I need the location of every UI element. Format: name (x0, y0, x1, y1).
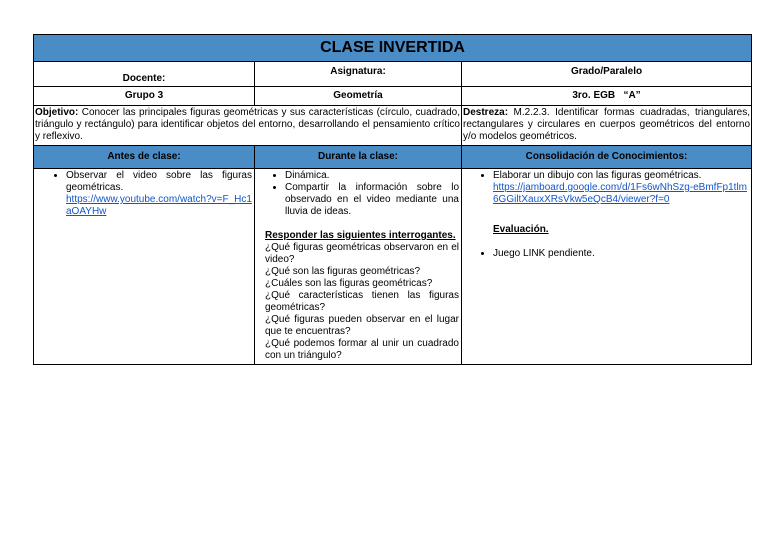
page-title: CLASE INVERTIDA (34, 35, 752, 62)
destreza-text: M.2.2.3. Identificar formas cuadradas, triangulares, rectangulares y circulares en cuerpos geométricos del entorno y/o modelos geométricos. (463, 107, 751, 142)
antes-item-text: Observar el video sobre las figuras geométricas. (66, 170, 252, 193)
objetivo-text: Conocer las principales figuras geométricas y sus características (círculo, cuadrado, triángulo y rectángulo) para identificar objetos del entorno, desarrollando el pensamiento crítico y reflexivo. (35, 107, 460, 142)
objetivo-cell (34, 106, 462, 146)
asignatura-value: Geometría (255, 87, 462, 106)
durante-item-dinamica: • Dinámica. (285, 170, 459, 182)
evaluacion-item: • Juego LINK pendiente. (493, 248, 747, 260)
consolidacion-item-text: Elaborar un dibujo con las figuras geométricas. (493, 170, 702, 181)
grupo-value: Grupo 3 (34, 87, 255, 106)
pregunta-2: ¿Qué son las figuras geométricas? (265, 266, 421, 277)
pregunta-1: ¿Qué figuras geométricas observaron en el video? (265, 242, 459, 265)
youtube-link[interactable]: https://www.youtube.com/watch?v=F_Hc1aOAYHw (66, 194, 252, 217)
objetivo-label: Objetivo: (35, 107, 79, 118)
antes-item (66, 170, 252, 218)
pregunta-6: ¿Qué podemos formar al unir un cuadrado con un triángulo? (265, 338, 459, 361)
grado-label: Grado/Paralelo (462, 62, 752, 87)
asignatura-label: Asignatura: (255, 62, 462, 87)
destreza-label: Destreza: (463, 107, 509, 118)
pregunta-4: ¿Qué características tienen las figuras geométricas? (265, 290, 459, 313)
pregunta-3: ¿Cuáles son las figuras geométricas? (265, 278, 433, 289)
header-consolidacion: Consolidación de Conocimientos: (462, 146, 752, 169)
consolidacion-cell (462, 169, 752, 365)
header-antes: Antes de clase: (34, 146, 255, 169)
responder-heading: Responder las siguientes interrogantes. (265, 230, 456, 241)
durante-item-compartir: • Compartir la información sobre lo observado en el video mediante una lluvia de ideas. (285, 182, 459, 218)
docente-label: Docente: (34, 62, 255, 87)
header-durante: Durante la clase: (255, 146, 462, 169)
lesson-plan-table (33, 34, 751, 365)
destreza-cell (462, 106, 752, 146)
jamboard-link[interactable]: https://jamboard.google.com/d/1Fs6wNhSzg-eBmfFp1tlm6GGiltXauxXRsVkw5eQcB4/viewer?f=0 (493, 182, 747, 205)
evaluacion-heading: Evaluación. (493, 224, 549, 235)
durante-cell (255, 169, 462, 365)
pregunta-5: ¿Qué figuras pueden observar en el lugar que te encuentras? (265, 314, 459, 337)
consolidacion-item (493, 170, 747, 206)
grado-value: 3ro. EGB “A” (462, 87, 752, 106)
antes-cell (34, 169, 255, 365)
